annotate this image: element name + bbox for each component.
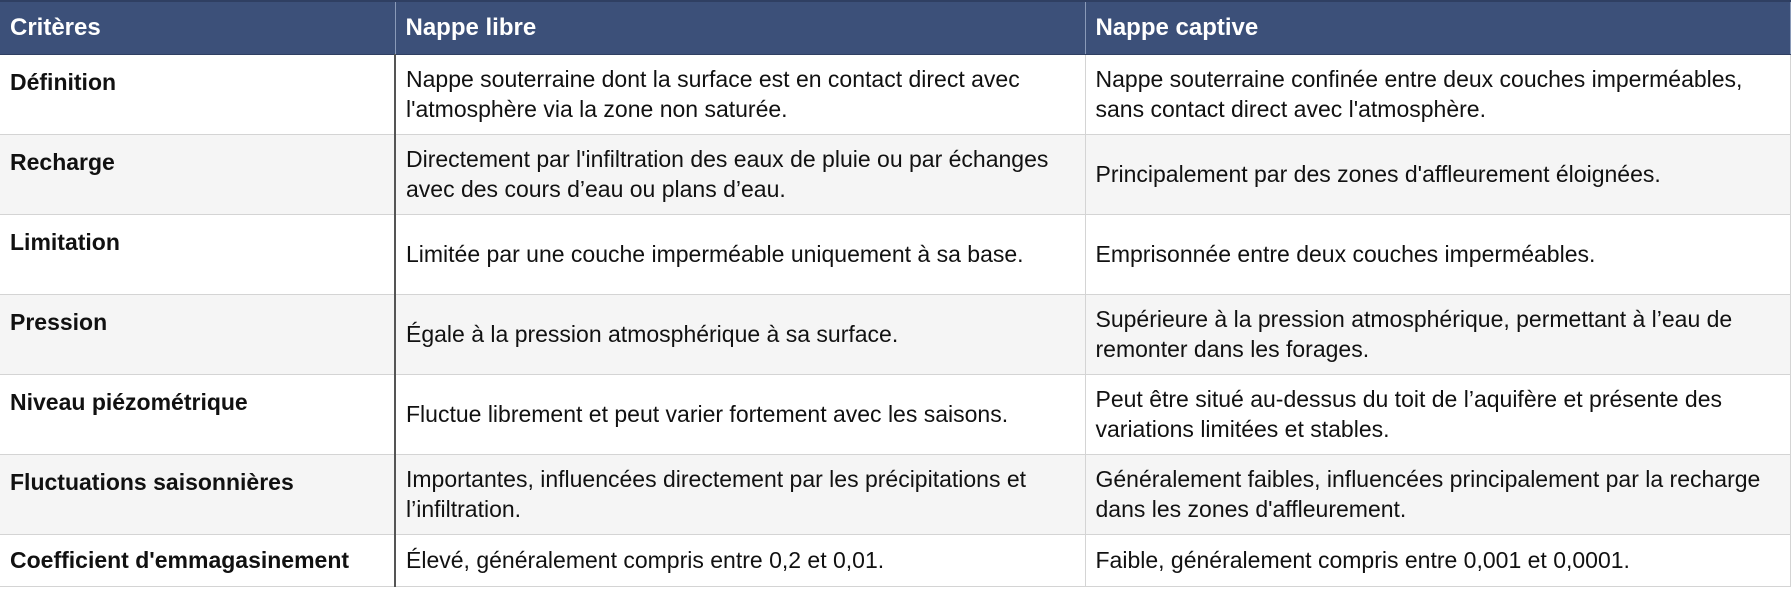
row-criterion: Pression — [0, 294, 395, 374]
row-criterion: Niveau piézométrique — [0, 374, 395, 454]
row-criterion: Fluctuations saisonnières — [0, 454, 395, 534]
table-row — [0, 54, 1790, 134]
header-nappe-captive: Nappe captive — [1085, 1, 1790, 54]
row-criterion: Définition — [0, 54, 395, 134]
table-body — [0, 54, 1790, 586]
row-criterion: Limitation — [0, 214, 395, 294]
row-nappe-libre: Directement par l'infiltration des eaux de pluie ou par échanges avec des cours d’eau ou plans d’eau. — [395, 134, 1085, 214]
row-nappe-captive: Peut être situé au-dessus du toit de l’aquifère et présente des variations limitées et stables. — [1085, 374, 1790, 454]
table-row — [0, 374, 1790, 454]
header-criteres: Critères — [0, 1, 395, 54]
row-nappe-captive: Nappe souterraine confinée entre deux couches imperméables, sans contact direct avec l'atmosphère. — [1085, 54, 1790, 134]
table-row — [0, 294, 1790, 374]
row-nappe-captive: Emprisonnée entre deux couches imperméables. — [1085, 214, 1790, 294]
row-nappe-captive: Faible, généralement compris entre 0,001 et 0,0001. — [1085, 534, 1790, 586]
table-header — [0, 1, 1790, 54]
row-nappe-libre: Élevé, généralement compris entre 0,2 et 0,01. — [395, 534, 1085, 586]
table-row — [0, 214, 1790, 294]
header-nappe-libre: Nappe libre — [395, 1, 1085, 54]
row-nappe-libre: Importantes, influencées directement par les précipitations et l’infiltration. — [395, 454, 1085, 534]
row-nappe-libre: Nappe souterraine dont la surface est en contact direct avec l'atmosphère via la zone non saturée. — [395, 54, 1085, 134]
table-row — [0, 134, 1790, 214]
table-row — [0, 534, 1790, 586]
row-nappe-captive: Supérieure à la pression atmosphérique, permettant à l’eau de remonter dans les forages. — [1085, 294, 1790, 374]
table-row — [0, 454, 1790, 534]
row-criterion: Coefficient d'emmagasinement — [0, 534, 395, 586]
row-nappe-captive: Généralement faibles, influencées principalement par la recharge dans les zones d'affleurement. — [1085, 454, 1790, 534]
row-nappe-captive: Principalement par des zones d'affleurement éloignées. — [1085, 134, 1790, 214]
row-nappe-libre: Limitée par une couche imperméable uniquement à sa base. — [395, 214, 1085, 294]
row-nappe-libre: Égale à la pression atmosphérique à sa surface. — [395, 294, 1085, 374]
header-row — [0, 1, 1790, 54]
row-nappe-libre: Fluctue librement et peut varier fortement avec les saisons. — [395, 374, 1085, 454]
row-criterion: Recharge — [0, 134, 395, 214]
